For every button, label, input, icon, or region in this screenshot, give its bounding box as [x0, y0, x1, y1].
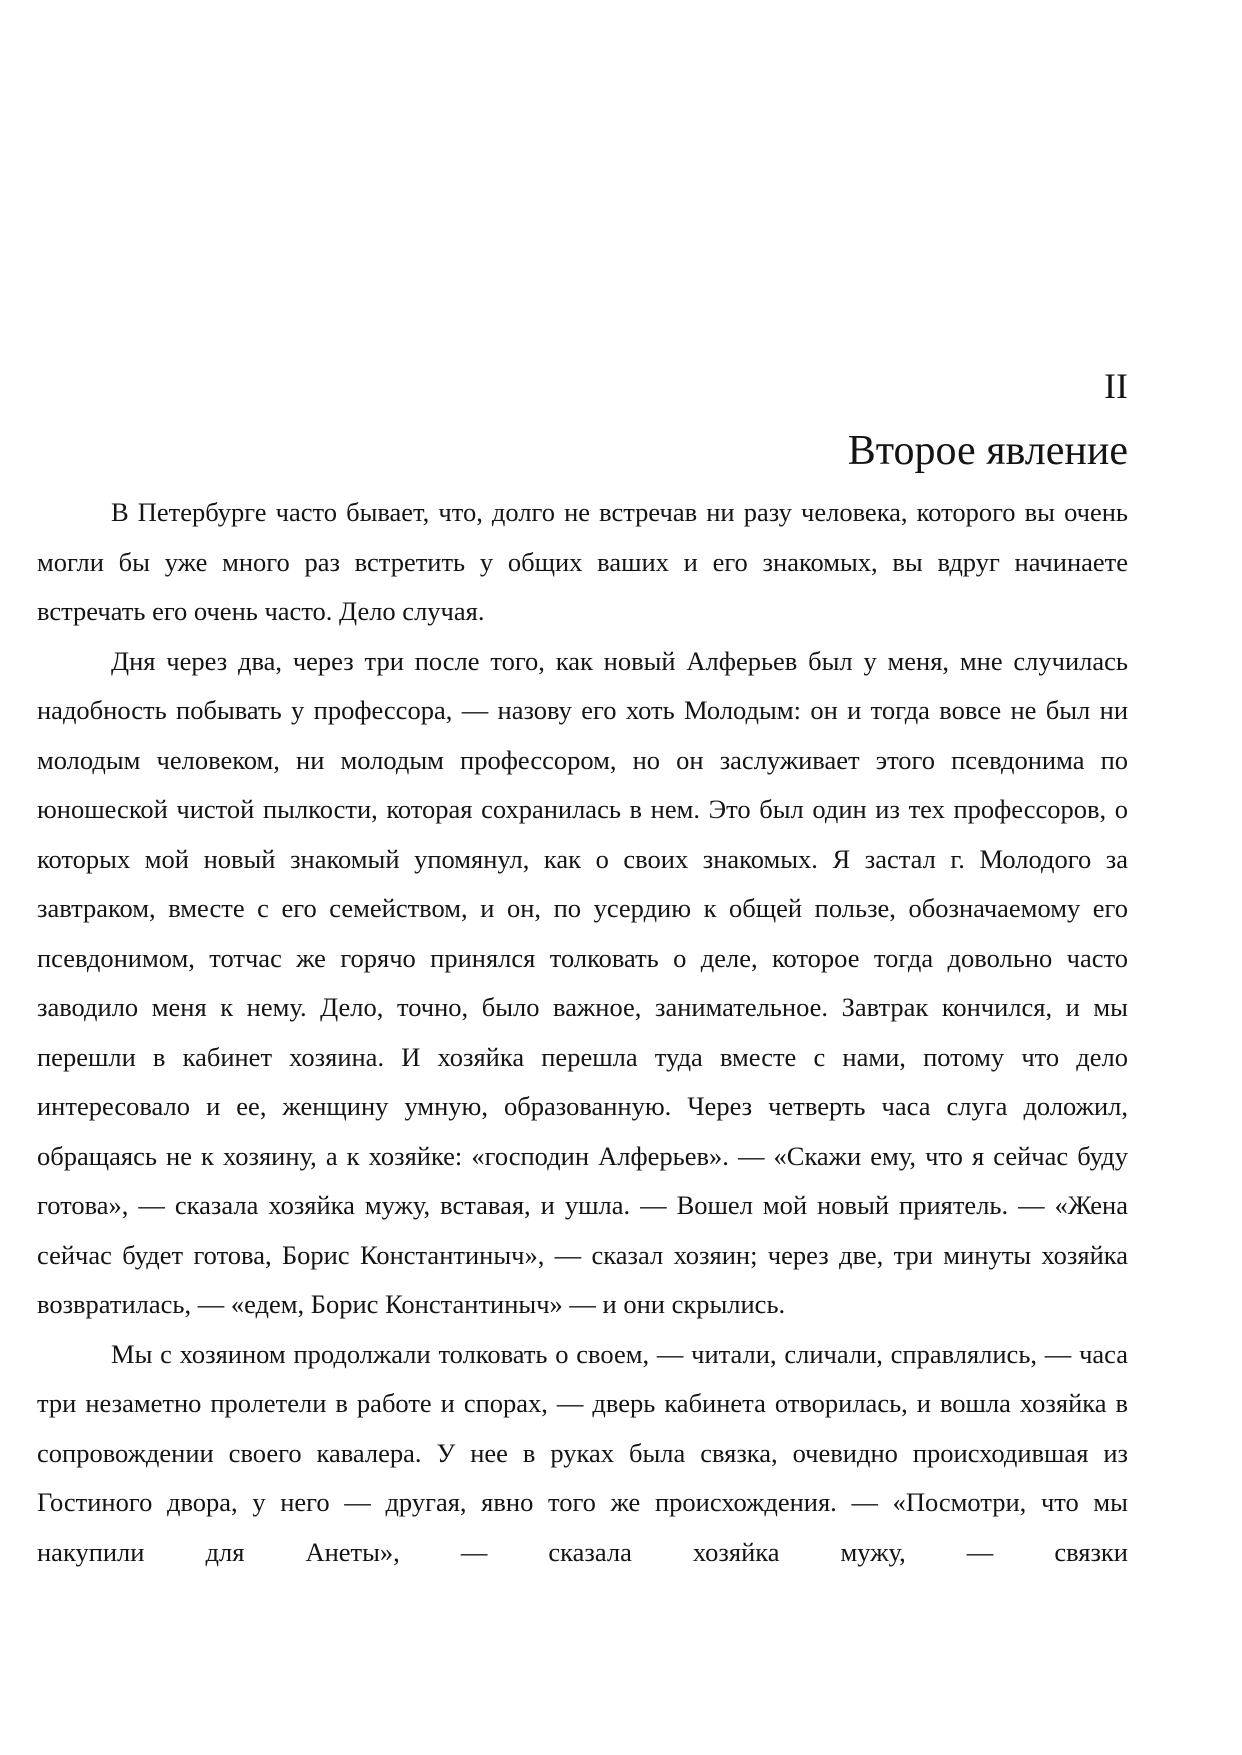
- paragraph: Дня через два, через три после того, как новый Алферьев был у меня, мне случилась надобность побывать у профессора, — назову его хоть Молодым: он и тогда вовсе не был ни молодым человеком, ни молодым профессором, но он заслуживает этого псевдонима по юношеской чистой пылкости, которая сохранилась в нем. Это был один из тех профессоров, о которых мой новый знакомый упомянул, как о своих знакомых. Я застал г. Молодого за завтраком, вместе с его семейством, и он, по усердию к общей пользе, обозначаемому его псевдонимом, тотчас же горячо принялся толковать о деле, которое тогда довольно часто заводило меня к нему. Дело, точно, было важное, занимательное. Завтрак кончился, и мы перешли в кабинет хозяина. И хозяйка перешла туда вместе с нами, потому что дело интересовало и ее, женщину умную, образованную. Через четверть часа слуга доложил, обращаясь не к хозяину, а к хозяйке: «господин Алферьев». — «Скажи ему, что я сейчас буду готова», — сказала хозяйка мужу, вставая, и ушла. — Вошел мой новый приятель. — «Жена сейчас будет готова, Борис Константиныч», — сказал хозяин; через две, три минуты хозяйка возвратилась, — «едем, Борис Константиныч» — и они скрылись.: [37, 645, 1128, 1319]
- book-page: [37, 0, 1128, 1755]
- paragraph: Мы с хозяином продолжали толковать о своем, — читали, сличали, справлялись, — часа три незаметно пролетели в работе и спорах, — дверь кабинета отворилась, и вошла хозяйка в сопровождении своего кавалера. У нее в руках была связка, очевидно происходившая из Гостиного двора, у него — другая, явно того же происхождения. — «Посмотри, что мы накупили для Анеты», — сказала хозяйка мужу, — связки: [37, 1338, 1128, 1567]
- body-text: [37, 488, 1128, 1577]
- chapter-title: Второе явление: [847, 428, 1128, 474]
- chapter-number: II: [1104, 366, 1128, 406]
- paragraph: В Петербурге часто бывает, что, долго не встречав ни разу человека, которого вы очень могли бы уже много раз встретить у общих ваших и его знакомых, вы вдруг начинаете встречать его очень часто. Дело случая.: [37, 497, 1128, 626]
